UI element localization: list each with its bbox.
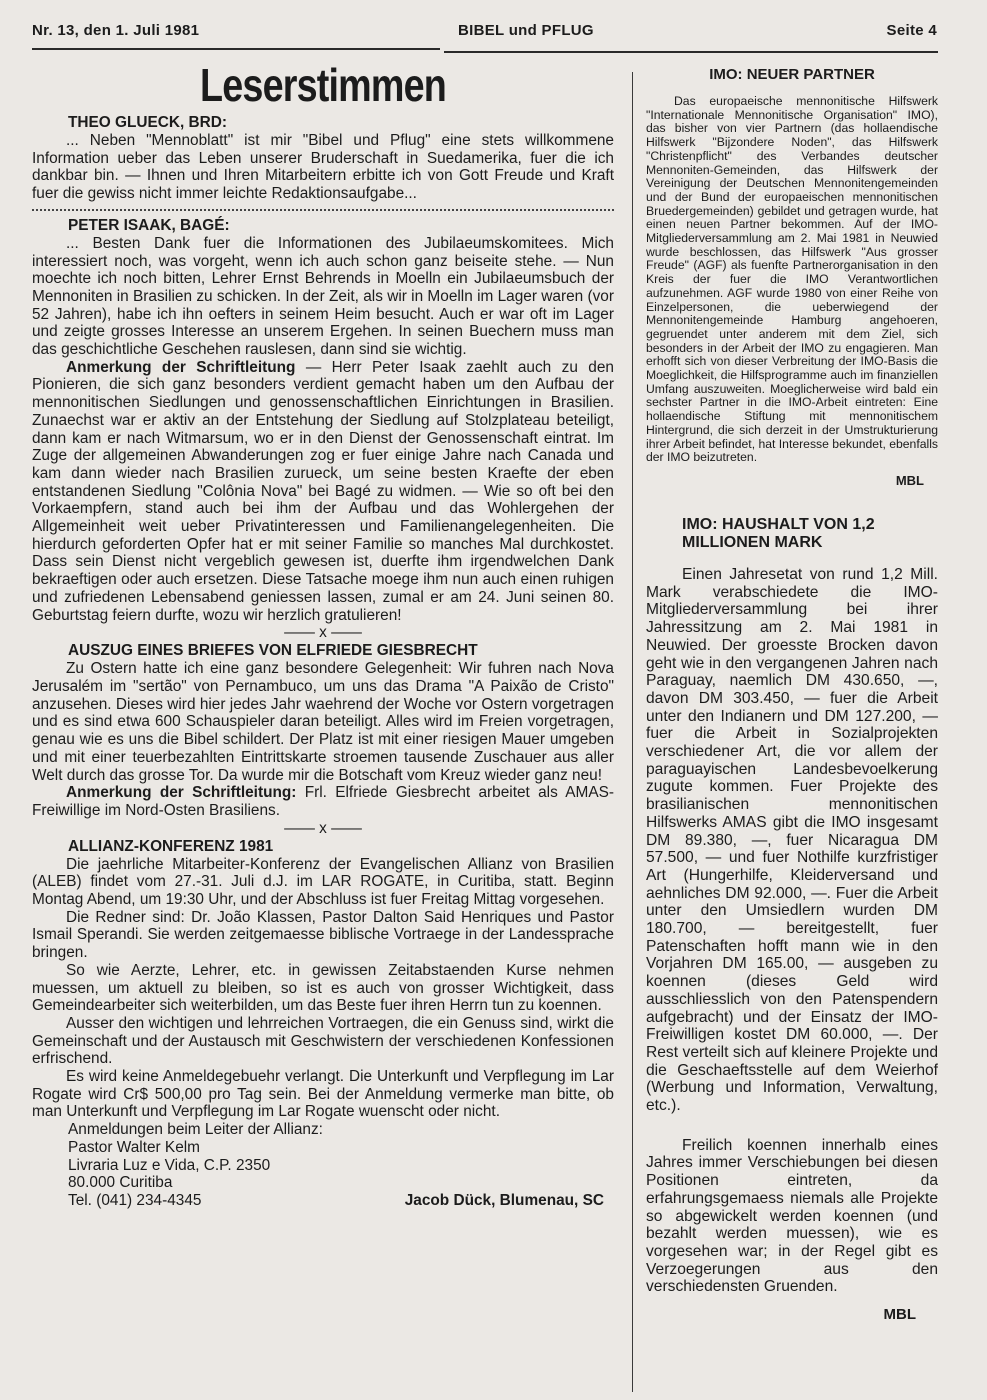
allianz-paragraph-4: Ausser den wichtigen und lehrreichen Vortraegen, die ein Genuss sind, wirkt die Gemeinschaft und der Austausch mit Geschwistern der verschiedenen Konfessionen erfrischend. — [32, 1014, 614, 1068]
column-divider — [632, 72, 633, 1392]
allianz-paragraph-2: Die Redner sind: Dr. João Klassen, Pastor Dalton Said Henriques und Pastor Ismail Sperandi. Sie werden zeitgemaesse biblische Vortraege in der Landessprache bringen. — [32, 908, 614, 962]
article-heading-allianz: ALLIANZ-KONFERENZ 1981 — [68, 837, 274, 855]
letter-heading-giesbrecht: AUSZUG EINES BRIEFES VON ELFRIEDE GIESBRECHT — [68, 642, 478, 660]
address-line: 80.000 Curitiba — [68, 1174, 173, 1192]
separator: —— x —— — [284, 819, 362, 837]
editor-note-text: Frl. Elfriede Giesbrecht arbeitet als AMAS-Freiwillige im Nord-Osten Brasiliens. — [32, 784, 615, 819]
allianz-paragraph-5: Es wird keine Anmeldegebuehr verlangt. Die Unterkunft und Verpflegung im Lar Rogate wird Cr$ 500,00 pro Tag sein. Bei der Anmeldung vermerke man bitte, ob man Unterkunft und Verpflegung im Lar Rogate wuenscht oder nicht. — [32, 1068, 614, 1121]
left-column — [32, 58, 614, 1210]
header-rule-right — [444, 51, 938, 53]
letter-body-isaak: ... Besten Dank fuer die Informationen des Jubilaeumskomitees. Mich interessiert noch, was vorgeht, wenn ich auch schon ganz beiseite stehe. — Nun moechte ich noch bitten, Lehrer Ernst Behrends in Moelln ein Jubilaeumsbuch der Mennoniten in Brasilien zu schicken. In der Zeit, als wir in Moelln im Lager waren (vor 52 Jahren), habe ich ihn oefters in seinem Heim besucht. Auch er war oft im Lager und zeigte grosses Interesse an unserem Ergehen. In seinen Buechern muss man das geschichtliche Geschehen rauslesen, dann sind sie wichtig. — [32, 234, 614, 359]
editor-note-label: Anmerkung der Schriftleitung: — [66, 784, 297, 802]
letter-heading-glueck: THEO GLUECK, BRD: — [68, 114, 228, 131]
phone-and-signature — [32, 1192, 614, 1210]
article-heading-imo-partner: IMO: NEUER PARTNER — [709, 66, 875, 83]
author-signature: Jacob Dück, Blumenau, SC — [404, 1191, 604, 1209]
separator: —— x —— — [284, 624, 362, 642]
section-title: Leserstimmen — [200, 59, 446, 111]
letter-body-glueck: ... Neben "Mennoblatt" ist mir "Bibel und Pflug" eine stets willkommene Information ueber das Leben unserer Bruderschaft in Suedamerika, fuer die ich dankbar bin. — Ihnen und Ihren Mitarbeitern erbitte ich von Gott Freude und Kraft fuer die gewiss nicht immer leichte Redaktionsaufgabe... — [32, 132, 614, 203]
author-signature: MBL — [895, 472, 924, 488]
page-number: Seite 4 — [886, 22, 937, 39]
allianz-paragraph-3: So wie Aerzte, Lehrer, etc. in gewissen Zeitabstaenden Kurse nehmen muessen, um aktuell zu bleiben, so ist es auch von grosser Wichtigkeit, dass Gemeindearbeiter sich weiterbilden, um das Beste fuer ihren Herrn tun zu koennen. — [32, 961, 614, 1015]
letter-body-giesbrecht: Zu Ostern hatte ich eine ganz besondere Gelegenheit: Wir fuhren nach Nova Jerusalém im "sertão" von Pernambuco, um uns das Drama "A Paixão de Cristo" anzusehen. Dieses wird hier jedes Jahr waehrend der Woche vor Ostern vorgetragen und es sind etwa 600 Schauspieler daran beteiligt. Alles wird im Freien vorgetragen, genau wie es uns die Bibel schildert. Der Platz ist mit einer riesigen Mauer umgeben und mit einer teuerbezahlten Eintrittskarte stroemen tausende Zuschauer aus aller Welt durch das grosse Tor. Da wurde mir die Botschaft vom Kreuz wieder ganz neu! — [32, 660, 614, 784]
issue-number: Nr. 13, den 1. Juli 1981 — [32, 22, 200, 39]
imo-partner-body: Das europaeische mennonitische Hilfswerk "Internationale Mennonitische Organisation" IMO), das bisher von vier Partnern (das hollaendische Hilfswerk "Bijzondere Noden", das Hilfswerk "Christenpflicht" des Verbandes deutscher Mennoniten-Gemeinden, das Hilfswerk der Vereinigung der Deutschen Mennonitengemeinden und der Bund der europaeischen mennonitischen Bruedergemeinden) gebildet und getragen wurde, hat einen neuen Partner bekommen. Auf der IMO-Mitgliederversammlung am 2. Mai 1981 in Neuwied wurde beschlossen, das Hilfswerk "Aus grosser Freude" (AGF) als fuenfte Partnerorganisation in den Kreis der fuer die IMO Verantwortlichen aufzunehmen. AGF wurde 1980 von einer Reihe von Einzelpersonen, die ueberwiegend der Mennonitengemeinde Hamburg angehoeren, gegruendet unter anderem mit dem Ziel, sich besonders in der Arbeit der IMO zu engagieren. Man erhofft sich von dieser Verbreitung der IMO-Basis die Moeglichkeit, die Hilfsprogramme auch im finanziellen Umfang auszuweiten. Moeglicherweise wird bald ein sechster Partner in die IMO-Arbeit eintreten: Eine hollaendische Stiftung mit mennonitischem Hintergrund, die sich derzeit in der Umstrukturierung ihrer Arbeit befindet, hat Interesse bekundet, ebenfalls der IMO beizutreten. — [646, 94, 939, 465]
editor-note-giesbrecht — [32, 784, 614, 819]
author-signature: MBL — [883, 1306, 916, 1324]
address-line: Livraria Luz e Vida, C.P. 2350 — [68, 1156, 271, 1174]
header-rule-left — [32, 48, 440, 50]
imo-budget-paragraph-1: Einen Jahresetat von rund 1,2 Mill. Mark verabschiedete die IMO-Mitgliederversammlung bei ihrer Jahressitzung am 2. Mai 1981 in Neuwied. Der groesste Brocken davon geht wie in den vergangenen Jahren nach Paraguay, naemlich DM 430.650, —, davon DM 303.450, — fuer die Arbeit unter den Indianern und DM 127.200, — fuer die Arbeit in Sozialprojekten verschiedener Art, die vor allem der paraguayischen Landesbevoelkerung zugute kommen. Fuer Projekte des brasilianischen mennonitischen Hilfswerks AMAS gibt die IMO insgesamt DM 89.380, —, fuer Nicaragua DM 57.500, — und fuer Nothilfe kurzfristiger Art (Hungerhilfe, Kleiderversand und aehnliches DM 92.000, —. Fuer die Arbeit unter den Umsiedlern wurden DM 180.700, — bereitgestellt, fuer Patenschaften hofft mann wie in den Vorjahren DM 165.00, — ausgeben zu koennen (dieses Geld wird ausschliesslich von den Patenspendern aufgebracht) und der Einsatz der IMO-Freiwilligen kostet DM 60.000, —. Der Rest verteilt sich auf kleinere Projekte und die Geschaeftsstelle auf dem Weierhof (Werbung und Information, Verwaltung, etc.). — [646, 565, 938, 1115]
letter-heading-isaak: PETER ISAAK, BAGÉ: — [68, 216, 230, 234]
address-line: Pastor Walter Kelm — [68, 1138, 200, 1156]
imo-budget-paragraph-2: Freilich koennen innerhalb eines Jahres immer Verschiebungen bei diesen Positionen eintreten, da erfahrungsgemaess niemals alle Projekte so abgewickelt werden koennen (und bezahlt werden muessen), wie es vorgesehen war; in der Regel gibt es Verzoegerungen aus den verschiedensten Gruenden. — [646, 1136, 938, 1296]
right-column — [646, 66, 938, 1323]
editor-note-text: — Herr Peter Isaak zaehlt auch zu den Pionieren, die sich ganz besonders verdient gemacht haben um den Aufbau der mennonitischen Siedlungen und genossenschaftlichen Einrichtungen in Brasilien. Zunaechst war er aktiv an der Entstehung der Siedlung auf Stolzplateau beteiligt, dann kam er nach Witmarsum, wo er in den Dienst der Genossenschaft eintrat. Im Zuge der allgemeinen Abwanderungen zog er fuer einige Jahre nach Canada und kam dann wieder nach Brasilien zurueck, um seine besten Kraefte der eben entstandenen Siedlung "Colônia Nova" bei Bagé zu widmen. — Wie so oft bei den Vorkaempfern, stand auch bei ihm der Aufbau und das Wohlergehen der Allgemeinheit weit ueber Privatinteressen und Familienangelegenheiten. Die hierdurch geforderten Opfer hat er mit seiner Familie so manches Mal durchkostet. Dass sein Dienst nicht vergeblich gewesen ist, duerfte ihm irgendwelchen Dank bekraeftigen oder auch ersetzen. Diese Tatsache moege ihm nun auch einen ruhigen und zufriedenen Lebensabend geniessen lassen, zumal er am 24. Juni seinen 80. Geburtstag feiern durfte, wozu wir herzlich gratulieren! — [32, 358, 614, 624]
address-line: Anmeldungen beim Leiter der Allianz: — [68, 1121, 323, 1139]
article-heading-imo-budget: IMO: HAUSHALT VON 1,2 MILLIONEN MARK — [682, 515, 875, 551]
editor-note-isaak — [32, 359, 614, 625]
dotted-divider — [32, 207, 614, 211]
publication-name: BIBEL und PFLUG — [458, 22, 594, 39]
editor-note-label: Anmerkung der Schriftleitung — [66, 358, 296, 376]
allianz-paragraph-1: Die jaehrliche Mitarbeiter-Konferenz der Evangelischen Allianz von Brasilien (ALEB) findet vom 27.-31. Juli d.J. im LAR ROGATE, in Curitiba, statt. Beginn Montag Abend, um 19:30 Uhr, und der Abschluss ist fuer Freitag Mittag vorgesehen. — [32, 855, 614, 909]
phone-number: Tel. (041) 234-4345 — [68, 1191, 202, 1209]
